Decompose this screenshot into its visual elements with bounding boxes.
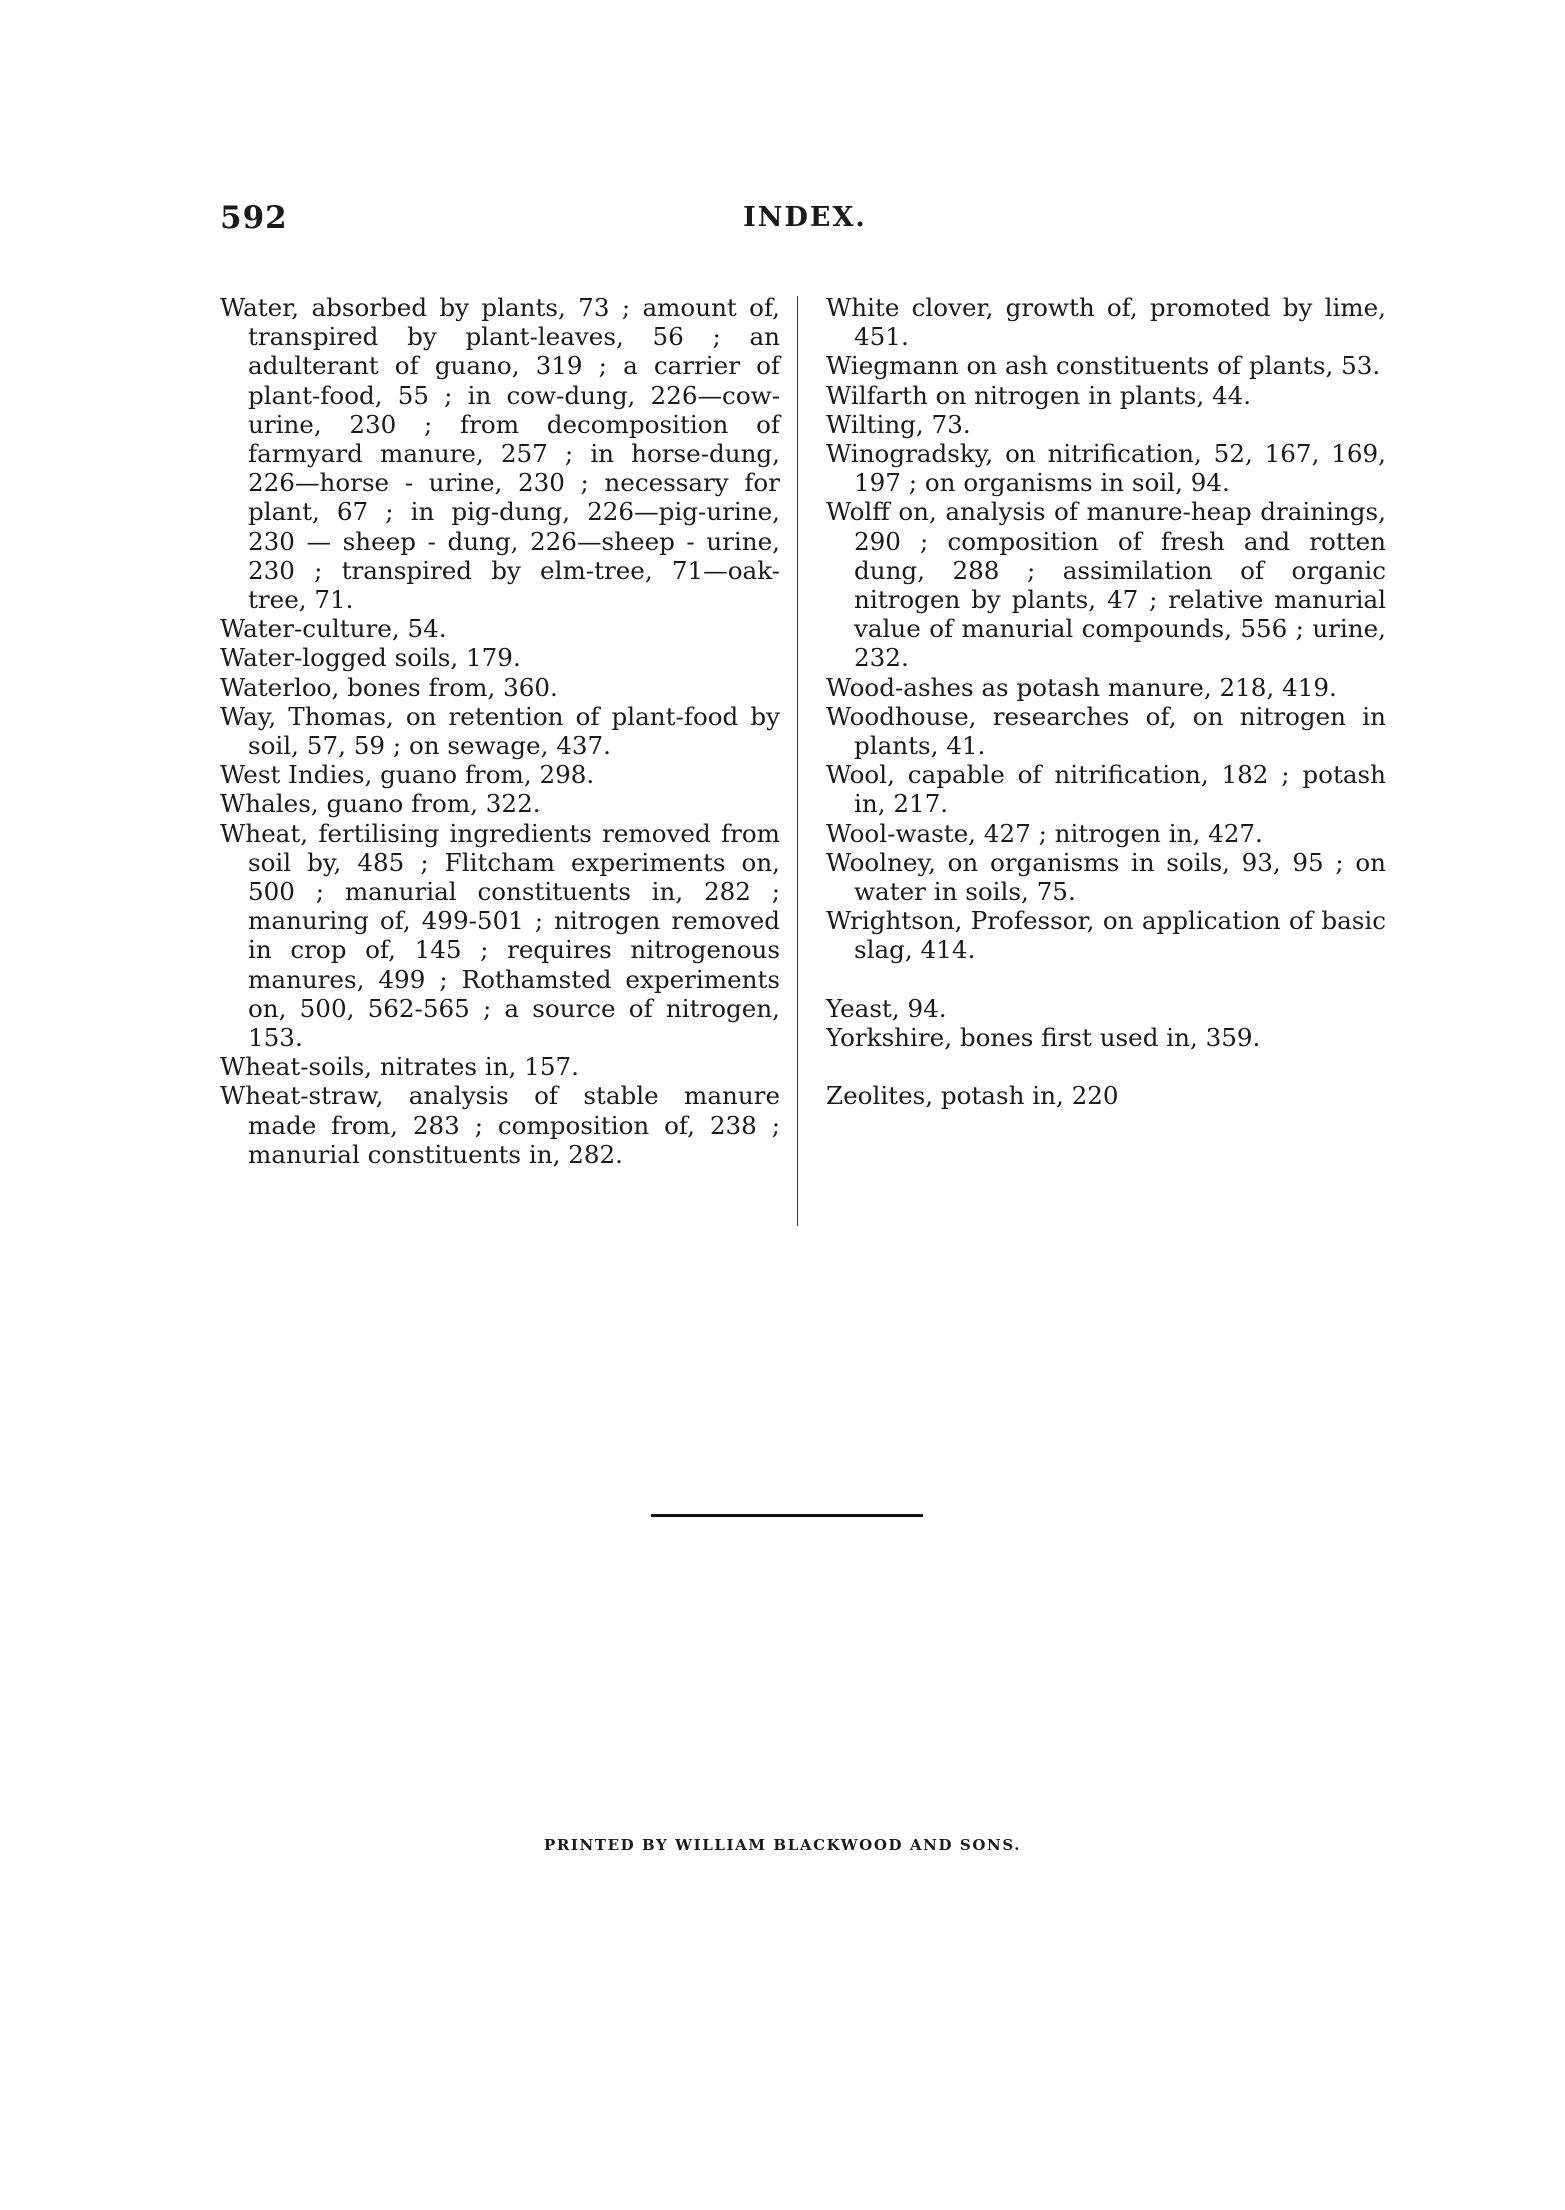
index-entry: Woolney, on organisms in soils, 93, 95 ; on water in soils, 75.: [826, 847, 1386, 907]
letter-group-gap: [826, 1052, 1386, 1081]
index-entry: Wilting, 73.: [826, 409, 971, 439]
index-entry: White clover, growth of, promoted by lime, 451.: [826, 293, 1386, 352]
index-column-right: [826, 293, 1386, 1110]
index-entry: Waterloo, bones from, 360.: [220, 672, 558, 702]
index-entry: Wool-waste, 427 ; nitrogen in, 427.: [826, 818, 1263, 848]
printer-colophon: PRINTED BY WILLIAM BLACKWOOD AND SONS.: [543, 1836, 1022, 1854]
index-entry: Wheat, fertilising ingredients removed from soil by, 485 ; Flitcham experiments on, 500 ; manurial constituents in, 282 ; manuring of, 499-501 ; nitrogen removed in crop of, 145 ; requires nitrogenous manures, 499 ; Rothamsted experiments on, 500, 562-565 ; a source of nitrogen, 153.: [220, 818, 780, 1053]
index-entry: Whales, guano from, 322.: [220, 789, 541, 819]
index-entry: Wrightson, Professor, on application of basic slag, 414.: [826, 906, 1386, 965]
index-entry: Wood-ashes as potash manure, 218, 419.: [826, 672, 1337, 702]
column-divider: [797, 296, 798, 1226]
index-entry: Wilfarth on nitrogen in plants, 44.: [826, 380, 1252, 410]
running-head: INDEX.: [743, 202, 867, 233]
index-entry: Wool, capable of nitrification, 182 ; potash in, 217.: [826, 760, 1386, 819]
letter-group-gap: [826, 965, 1386, 994]
index-entry: Water, absorbed by plants, 73 ; amount of, transpired by plant-leaves, 56 ; an adulterant of guano, 319 ; a carrier of plant-food, 55 ; in cow-dung, 226—cow-urine, 230 ; from decomposition of farmyard manure, 257 ; in horse-dung, 226—horse - urine, 230 ; necessary for plant, 67 ; in pig-dung, 226—pig-urine, 230 — sheep - dung, 226—sheep - urine, 230 ; transpired by elm-tree, 71—oak-tree, 71.: [220, 293, 780, 615]
index-column-left: [220, 293, 780, 1169]
index-entry: Woodhouse, researches of, on nitrogen in plants, 41.: [826, 701, 1386, 761]
index-entry: Winogradsky, on nitrification, 52, 167, 169, 197 ; on organisms in soil, 94.: [826, 439, 1386, 498]
index-entry: Wolff on, analysis of manure-heap drainings, 290 ; composition of fresh and rotten dung, 288 ; assimilation of organic nitrogen by plants, 47 ; relative manurial value of manurial compounds, 556 ; urine, 232.: [826, 497, 1386, 673]
end-rule: [651, 1514, 923, 1517]
index-entry: Wheat-soils, nitrates in, 157.: [220, 1052, 579, 1082]
index-entry: Wheat-straw, analysis of stable manure made from, 283 ; composition of, 238 ; manurial constituents in, 282.: [220, 1081, 780, 1169]
index-entry: Wiegmann on ash constituents of plants, 53.: [826, 351, 1381, 381]
page-header: [220, 200, 1390, 246]
index-entry: Zeolites, potash in, 220: [826, 1081, 1119, 1111]
page-number: 592: [220, 200, 288, 236]
index-entry: Yorkshire, bones first used in, 359.: [826, 1022, 1261, 1052]
index-entry: Yeast, 94.: [826, 993, 947, 1023]
index-entry: Water-culture, 54.: [220, 614, 447, 644]
index-entry: Water-logged soils, 179.: [220, 643, 521, 673]
index-entry: Way, Thomas, on retention of plant-food by soil, 57, 59 ; on sewage, 437.: [220, 701, 780, 761]
index-entry: West Indies, guano from, 298.: [220, 760, 595, 790]
